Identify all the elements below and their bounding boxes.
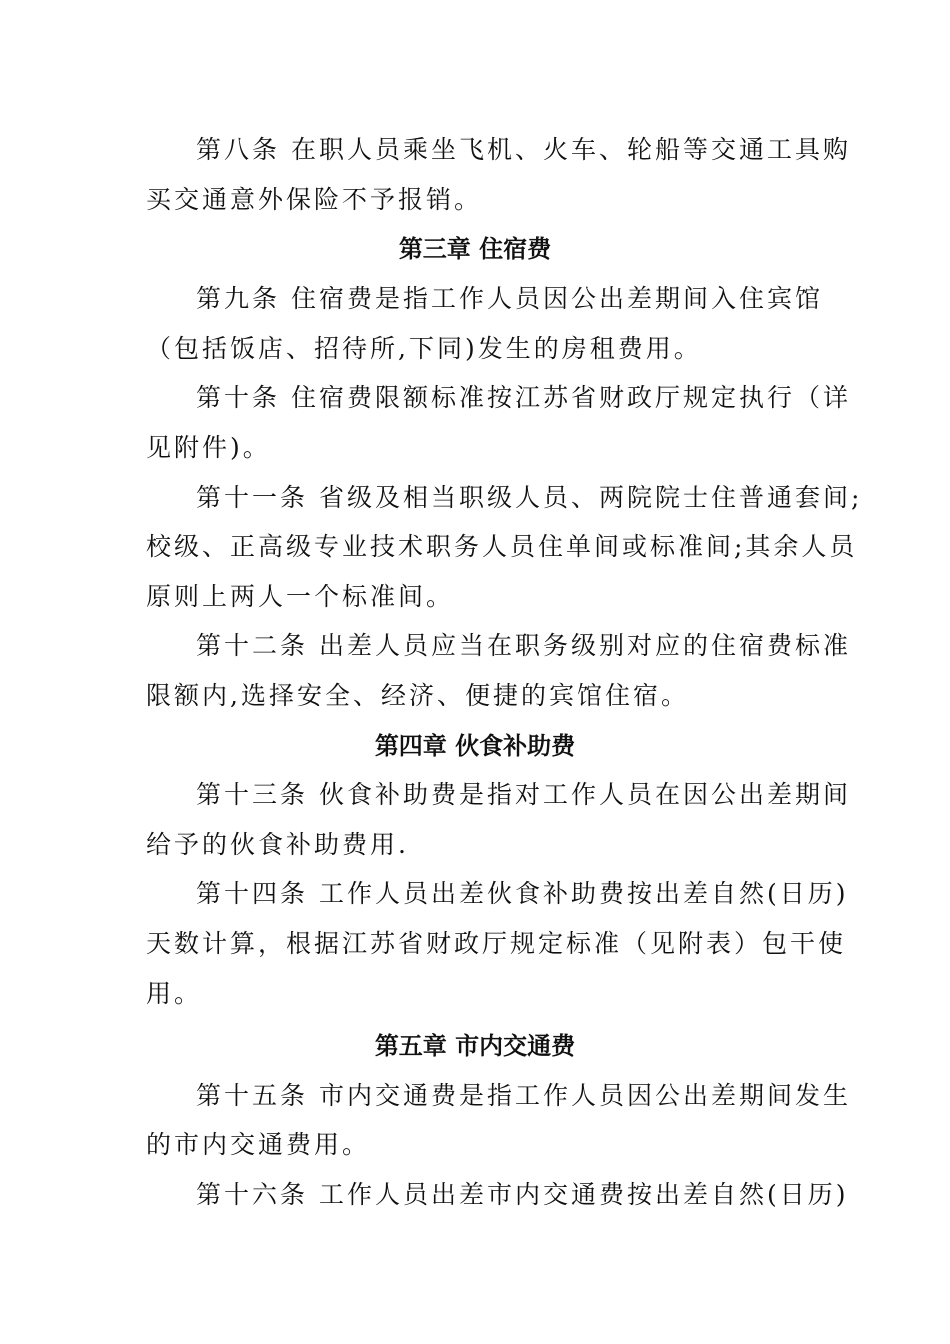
paragraph-line: 第十二条 出差人员应当在职务级别对应的住宿费标准	[196, 631, 851, 660]
paragraph-line: 天数计算，根据江苏省财政厅规定标准（见附表）包干使	[146, 929, 847, 958]
paragraph-line: 的市内交通费用。	[146, 1130, 371, 1159]
paragraph-line: 第十一条 省级及相当职级人员、两院院士住普通套间;	[196, 483, 863, 512]
chapter-heading: 第三章 住宿费	[398, 235, 552, 263]
paragraph-line: 限额内,选择安全、经济、便捷的宾馆住宿。	[146, 681, 689, 710]
paragraph-line: 校级、正高级专业技术职务人员住单间或标准间;其余人员	[146, 532, 858, 561]
chapter-heading: 第五章 市内交通费	[374, 1032, 576, 1060]
paragraph-line: 见附件)。	[146, 433, 271, 462]
paragraph-line: 第十四条 工作人员出差伙食补助费按出差自然(日历)	[196, 879, 849, 908]
paragraph-line: 第十六条 工作人员出差市内交通费按出差自然(日历)	[196, 1180, 849, 1209]
paragraph-line: 第八条 在职人员乘坐飞机、火车、轮船等交通工具购	[196, 135, 851, 164]
paragraph-line: 用。	[146, 979, 203, 1008]
paragraph-line: 第十三条 伙食补助费是指对工作人员在因公出差期间	[196, 780, 851, 809]
paragraph-line: 给予的伙食补助费用.	[146, 830, 409, 859]
chapter-heading: 第四章 伙食补助费	[374, 732, 576, 760]
paragraph-line: 第九条 住宿费是指工作人员因公出差期间入住宾馆	[196, 284, 823, 313]
paragraph-line: 买交通意外保险不予报销。	[146, 185, 483, 214]
paragraph-line: （包括饭店、招待所,下同)发生的房租费用。	[146, 334, 702, 363]
paragraph-line: 第十条 住宿费限额标准按江苏省财政厅规定执行（详	[196, 383, 851, 412]
paragraph-line: 原则上两人一个标准间。	[146, 582, 455, 611]
paragraph-line: 第十五条 市内交通费是指工作人员因公出差期间发生	[196, 1081, 851, 1110]
